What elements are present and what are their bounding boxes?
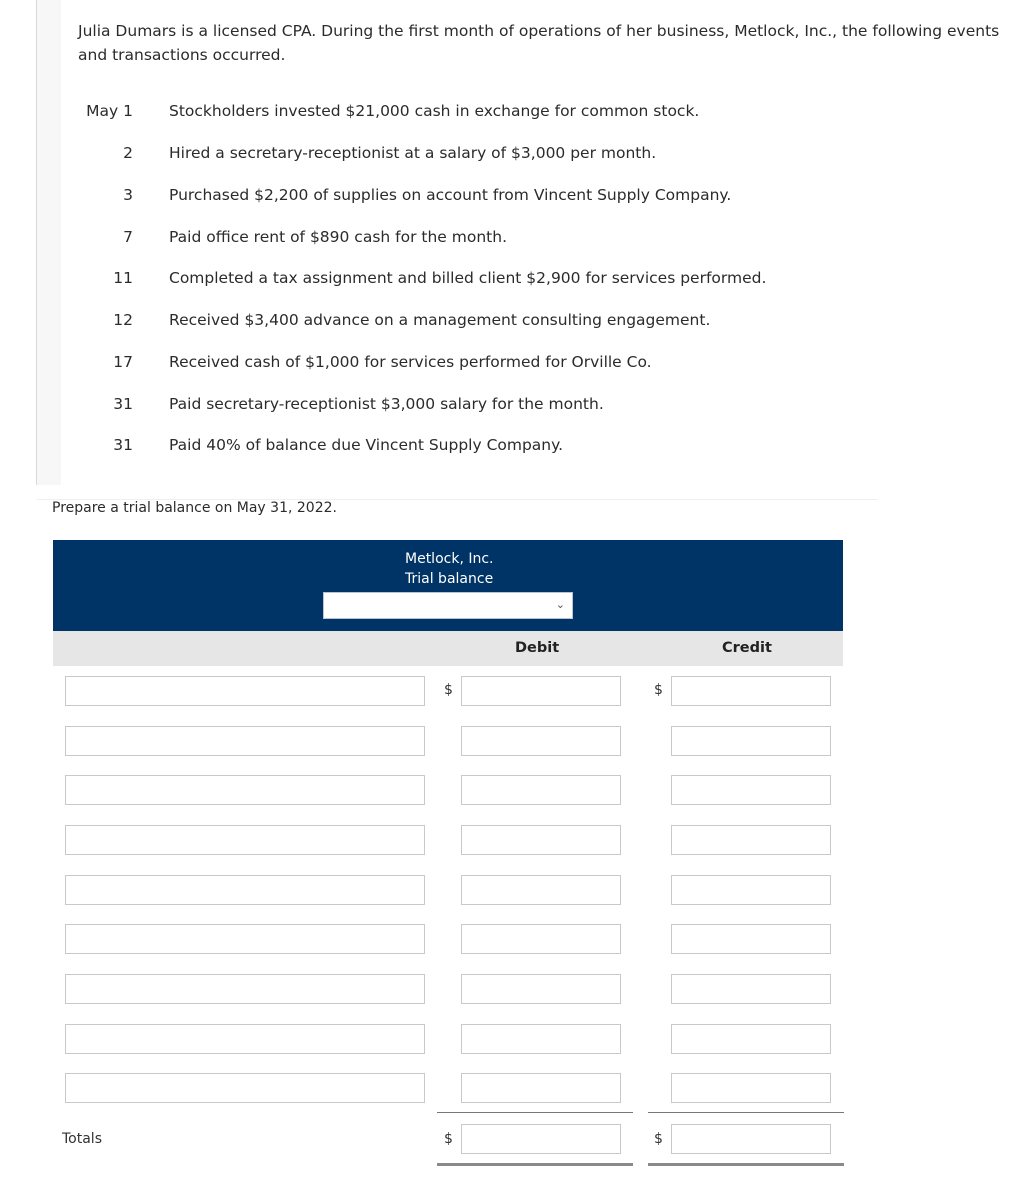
txn-date: 12 xyxy=(113,311,133,329)
currency-symbol: $ xyxy=(444,682,453,698)
txn-date: 7 xyxy=(123,228,133,246)
account-name-input[interactable] xyxy=(65,775,425,805)
debit-subtotal-rule xyxy=(437,1112,633,1113)
txn-date: May 1 xyxy=(86,102,133,120)
txn-date: 31 xyxy=(113,436,133,454)
account-name-input[interactable] xyxy=(65,974,425,1004)
credit-amount-input[interactable] xyxy=(671,924,831,954)
txn-date: 17 xyxy=(113,353,133,371)
credit-subtotal-rule xyxy=(648,1112,844,1113)
txn-date: 11 xyxy=(113,269,133,287)
txn-description: Received cash of $1,000 for services performed for Orville Co. xyxy=(169,353,652,371)
credit-amount-input[interactable] xyxy=(671,1024,831,1054)
debit-amount-input[interactable] xyxy=(461,726,621,756)
company-name: Metlock, Inc. xyxy=(405,551,494,567)
problem-intro: Julia Dumars is a licensed CPA. During the first month of operations of her business, Metlock, Inc., the following events and transactions occurred. xyxy=(78,22,1000,64)
txn-date: 31 xyxy=(113,395,133,413)
credit-total-double-rule xyxy=(648,1163,844,1166)
debit-amount-input[interactable] xyxy=(461,974,621,1004)
credit-column-label: Credit xyxy=(722,640,772,656)
totals-label: Totals xyxy=(62,1131,102,1147)
debit-amount-input[interactable] xyxy=(461,1024,621,1054)
txn-date: 2 xyxy=(123,144,133,162)
txn-description: Stockholders invested $21,000 cash in exchange for common stock. xyxy=(169,102,700,120)
debit-amount-input[interactable] xyxy=(461,825,621,855)
account-name-input[interactable] xyxy=(65,924,425,954)
txn-description: Paid secretary-receptionist $3,000 salary for the month. xyxy=(169,395,604,413)
txn-description: Completed a tax assignment and billed client $2,900 for services performed. xyxy=(169,269,767,287)
debit-amount-input[interactable] xyxy=(461,1073,621,1103)
account-name-input[interactable] xyxy=(65,726,425,756)
debit-total-input[interactable] xyxy=(461,1124,621,1154)
txn-date: 3 xyxy=(123,186,133,204)
credit-amount-input[interactable] xyxy=(671,726,831,756)
txn-description: Received $3,400 advance on a management consulting engagement. xyxy=(169,311,711,329)
account-name-input[interactable] xyxy=(65,875,425,905)
column-header-row xyxy=(53,631,843,666)
debit-amount-input[interactable] xyxy=(461,775,621,805)
credit-total-input[interactable] xyxy=(671,1124,831,1154)
credit-amount-input[interactable] xyxy=(671,875,831,905)
account-name-input[interactable] xyxy=(65,825,425,855)
txn-description: Purchased $2,200 of supplies on account from Vincent Supply Company. xyxy=(169,186,732,204)
currency-symbol: $ xyxy=(654,682,663,698)
debit-total-double-rule xyxy=(437,1163,633,1166)
credit-amount-input[interactable] xyxy=(671,974,831,1004)
account-name-input[interactable] xyxy=(65,1073,425,1103)
txn-description: Hired a secretary-receptionist at a salary of $3,000 per month. xyxy=(169,144,657,162)
chevron-down-icon: ⌄ xyxy=(555,598,565,611)
txn-description: Paid office rent of $890 cash for the month. xyxy=(169,228,507,246)
account-name-input[interactable] xyxy=(65,676,425,706)
txn-description: Paid 40% of balance due Vincent Supply Company. xyxy=(169,436,564,454)
credit-amount-input[interactable] xyxy=(671,676,831,706)
credit-amount-input[interactable] xyxy=(671,1073,831,1103)
date-select[interactable] xyxy=(323,592,573,619)
account-name-input[interactable] xyxy=(65,1024,425,1054)
credit-amount-input[interactable] xyxy=(671,825,831,855)
instruction-text: Prepare a trial balance on May 31, 2022. xyxy=(52,500,337,516)
debit-column-label: Debit xyxy=(515,640,560,656)
currency-symbol: $ xyxy=(444,1131,453,1147)
debit-amount-input[interactable] xyxy=(461,676,621,706)
debit-amount-input[interactable] xyxy=(461,875,621,905)
credit-amount-input[interactable] xyxy=(671,775,831,805)
trial-balance-header xyxy=(53,540,843,631)
currency-symbol: $ xyxy=(654,1131,663,1147)
debit-amount-input[interactable] xyxy=(461,924,621,954)
statement-name: Trial balance xyxy=(405,571,494,587)
